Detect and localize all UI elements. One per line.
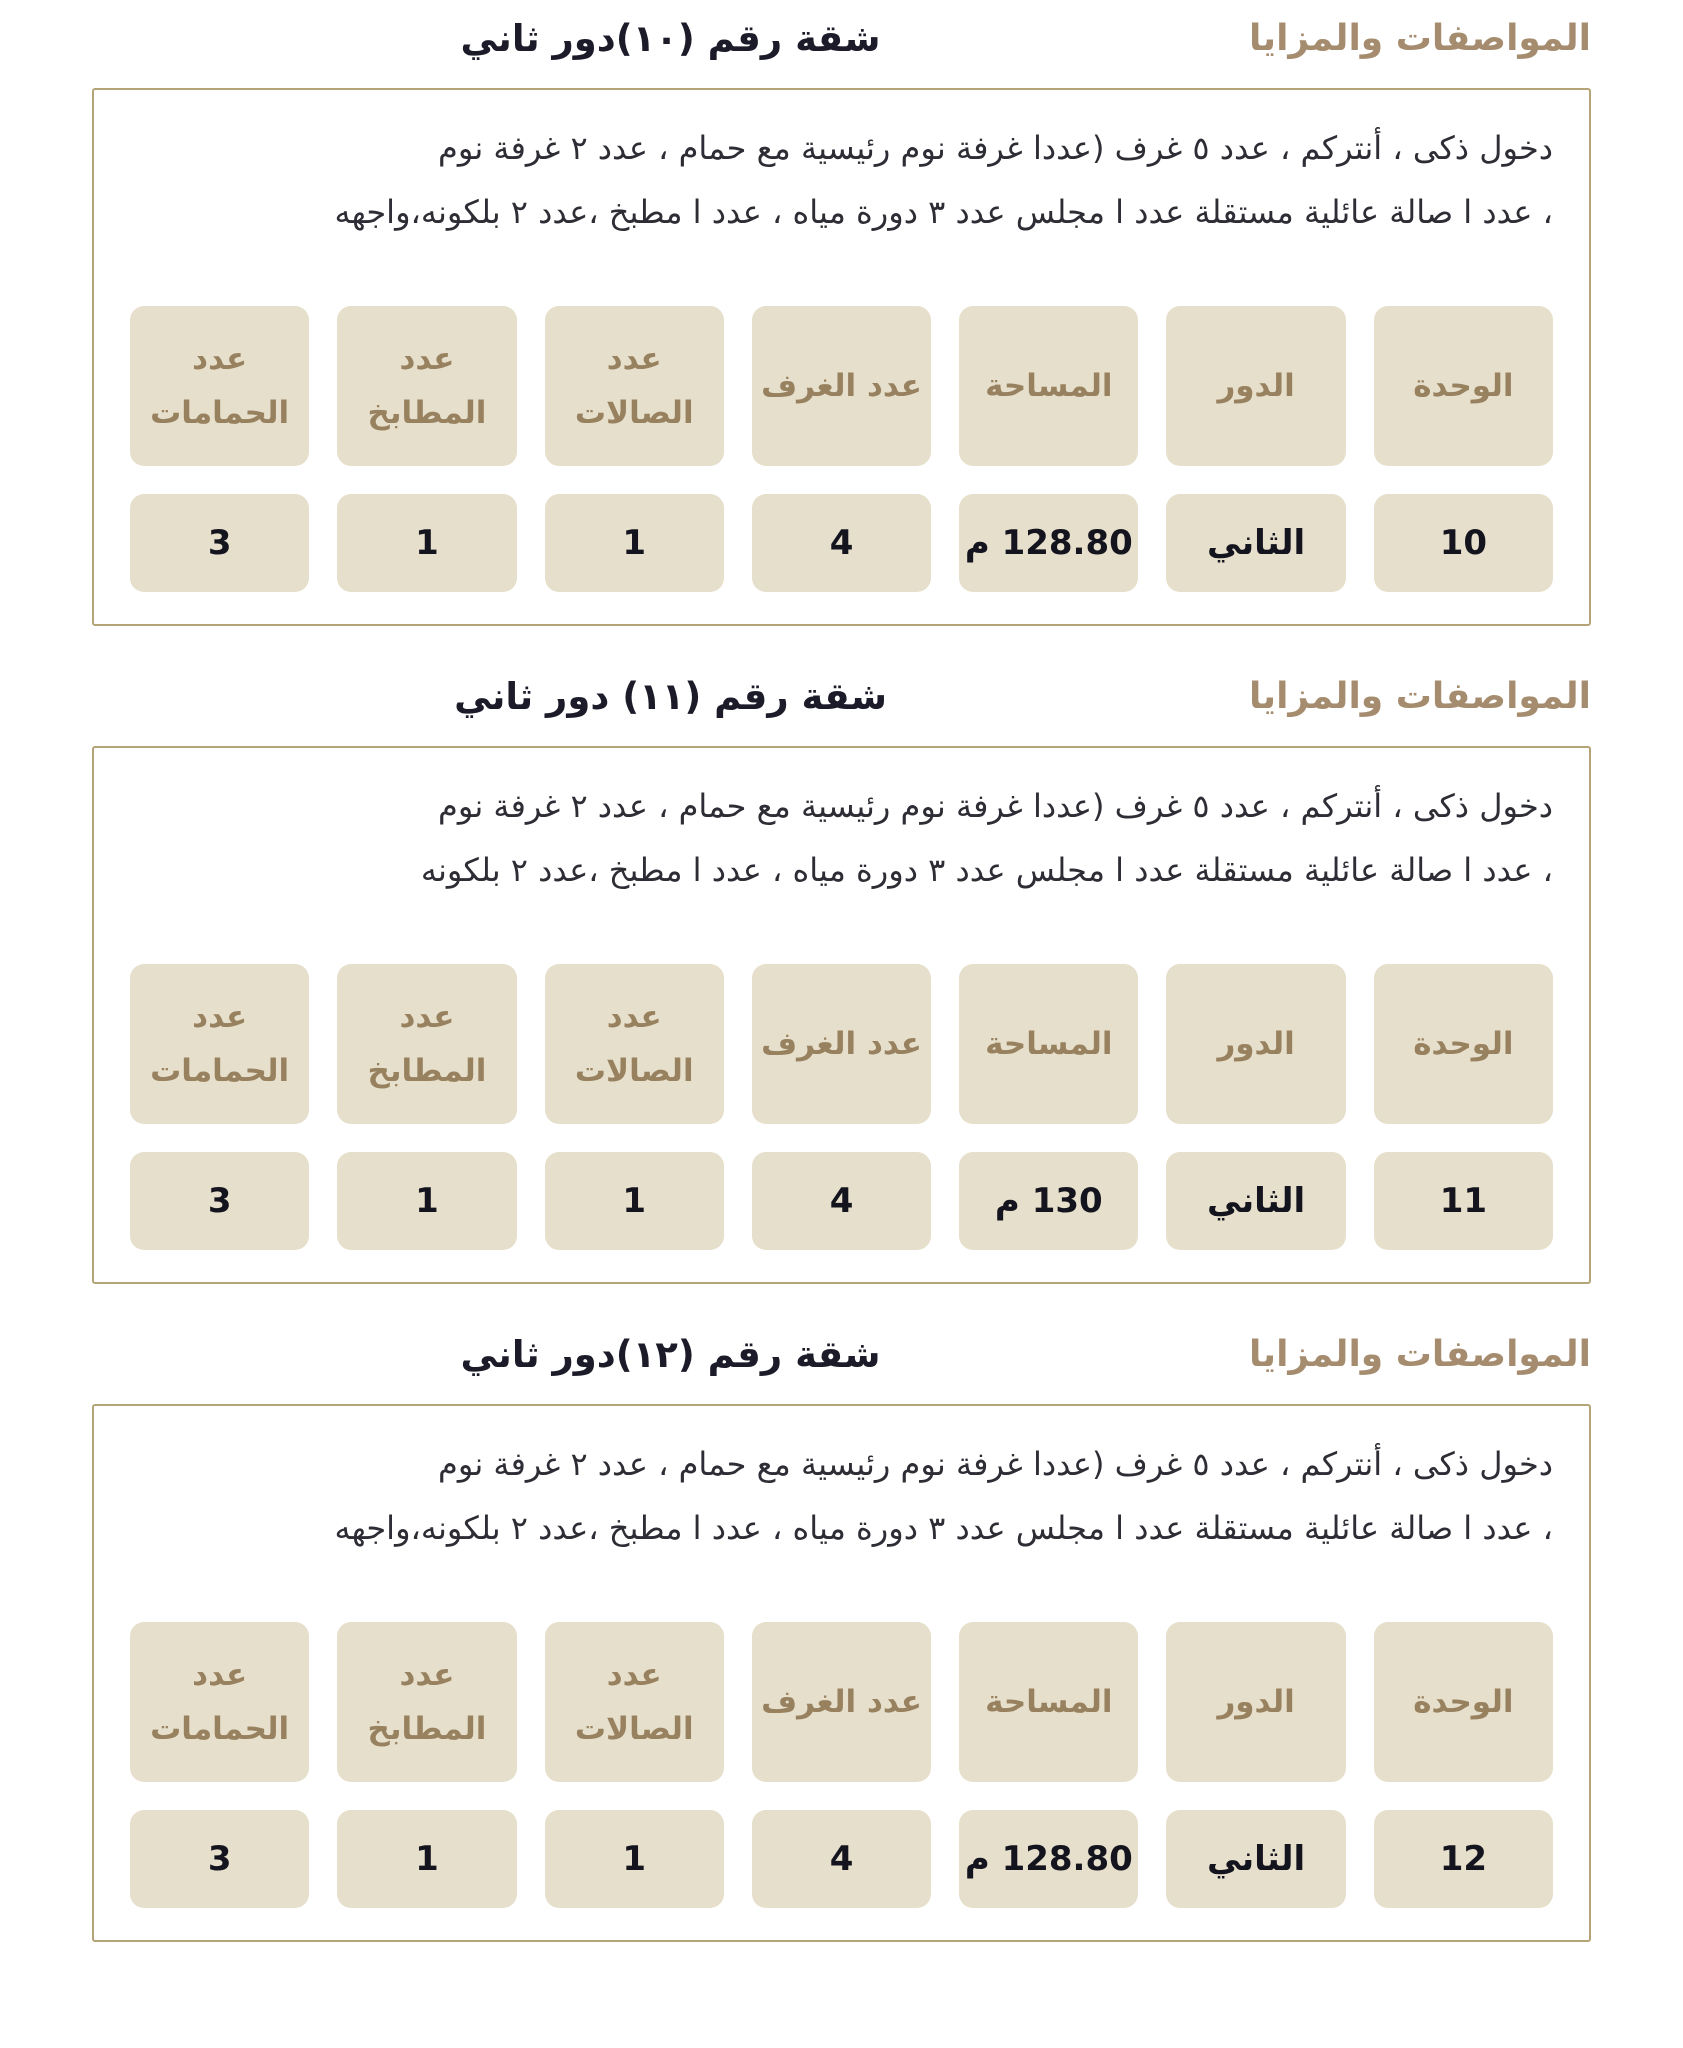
apartment-title: شقة رقم (١١) دور ثاني <box>454 674 887 718</box>
col-header-bathrooms-count: عدد الحمامات <box>130 964 309 1124</box>
column-bathrooms-count <box>130 1622 309 1908</box>
col-value-floor: الثاني <box>1166 1152 1345 1250</box>
specs-badge: المواصفات والمزايا <box>1249 675 1591 717</box>
column-kitchens-count <box>337 964 516 1250</box>
col-value-bathrooms-count: 3 <box>130 1810 309 1908</box>
description-line-2: ، عدد ا صالة عائلية مستقلة عدد ا مجلس عدد ٣ دورة مياه ، عدد ا مطبخ ،عدد ٢ بلكونه،واجهه <box>334 1509 1553 1547</box>
column-unit <box>1374 1622 1553 1908</box>
col-value-halls-count: 1 <box>545 1810 724 1908</box>
col-header-area: المساحة <box>959 1622 1138 1782</box>
col-value-rooms-count: 4 <box>752 494 931 592</box>
col-value-bathrooms-count: 3 <box>130 1152 309 1250</box>
apartment-section-11 <box>92 670 1591 1284</box>
column-unit <box>1374 306 1553 592</box>
column-area <box>959 1622 1138 1908</box>
column-halls-count <box>545 306 724 592</box>
col-header-rooms-count: عدد الغرف <box>752 306 931 466</box>
col-value-unit: 10 <box>1374 494 1553 592</box>
column-halls-count <box>545 964 724 1250</box>
spec-box <box>92 88 1591 626</box>
col-value-halls-count: 1 <box>545 1152 724 1250</box>
col-header-kitchens-count: عدد المطابخ <box>337 306 516 466</box>
col-value-kitchens-count: 1 <box>337 1152 516 1250</box>
title-wrap <box>92 675 1249 718</box>
col-value-rooms-count: 4 <box>752 1810 931 1908</box>
col-header-rooms-count: عدد الغرف <box>752 1622 931 1782</box>
column-bathrooms-count <box>130 964 309 1250</box>
col-value-unit: 11 <box>1374 1152 1553 1250</box>
col-header-unit: الوحدة <box>1374 964 1553 1124</box>
specs-table <box>130 1622 1553 1908</box>
col-value-halls-count: 1 <box>545 494 724 592</box>
column-rooms-count <box>752 1622 931 1908</box>
column-halls-count <box>545 1622 724 1908</box>
specs-badge: المواصفات والمزايا <box>1249 17 1591 59</box>
col-header-halls-count: عدد الصالات <box>545 1622 724 1782</box>
apartment-description <box>130 774 1553 902</box>
col-value-floor: الثاني <box>1166 494 1345 592</box>
col-header-unit: الوحدة <box>1374 1622 1553 1782</box>
apartment-description <box>130 1432 1553 1560</box>
col-header-area: المساحة <box>959 306 1138 466</box>
description-line-1: دخول ذكى ، أنتركم ، عدد ٥ غرف (عددا غرفة نوم رئيسية مع حمام ، عدد ٢ غرفة نوم <box>438 787 1553 825</box>
column-unit <box>1374 964 1553 1250</box>
specs-table <box>130 964 1553 1250</box>
apartment-description <box>130 116 1553 244</box>
column-area <box>959 306 1138 592</box>
description-line-1: دخول ذكى ، أنتركم ، عدد ٥ غرف (عددا غرفة نوم رئيسية مع حمام ، عدد ٢ غرفة نوم <box>438 129 1553 167</box>
col-value-rooms-count: 4 <box>752 1152 931 1250</box>
description-line-2: ، عدد ا صالة عائلية مستقلة عدد ا مجلس عدد ٣ دورة مياه ، عدد ا مطبخ ،عدد ٢ بلكونه <box>420 851 1553 889</box>
col-value-area: 128.80 م <box>959 494 1138 592</box>
col-header-unit: الوحدة <box>1374 306 1553 466</box>
column-kitchens-count <box>337 306 516 592</box>
col-value-kitchens-count: 1 <box>337 1810 516 1908</box>
spec-box <box>92 746 1591 1284</box>
column-rooms-count <box>752 964 931 1250</box>
col-header-floor: الدور <box>1166 1622 1345 1782</box>
col-header-area: المساحة <box>959 964 1138 1124</box>
title-wrap <box>92 17 1249 60</box>
col-value-bathrooms-count: 3 <box>130 494 309 592</box>
column-area <box>959 964 1138 1250</box>
col-value-area: 128.80 م <box>959 1810 1138 1908</box>
specs-badge: المواصفات والمزايا <box>1249 1333 1591 1375</box>
section-header <box>92 670 1591 722</box>
col-value-unit: 12 <box>1374 1810 1553 1908</box>
column-floor <box>1166 964 1345 1250</box>
section-header <box>92 12 1591 64</box>
description-line-1: دخول ذكى ، أنتركم ، عدد ٥ غرف (عددا غرفة نوم رئيسية مع حمام ، عدد ٢ غرفة نوم <box>438 1445 1553 1483</box>
col-header-bathrooms-count: عدد الحمامات <box>130 1622 309 1782</box>
apartment-title: شقة رقم (١٢)دور ثاني <box>460 1332 881 1376</box>
col-header-rooms-count: عدد الغرف <box>752 964 931 1124</box>
col-header-kitchens-count: عدد المطابخ <box>337 964 516 1124</box>
column-kitchens-count <box>337 1622 516 1908</box>
column-bathrooms-count <box>130 306 309 592</box>
col-header-floor: الدور <box>1166 964 1345 1124</box>
col-header-bathrooms-count: عدد الحمامات <box>130 306 309 466</box>
column-rooms-count <box>752 306 931 592</box>
section-header <box>92 1328 1591 1380</box>
description-line-2: ، عدد ا صالة عائلية مستقلة عدد ا مجلس عدد ٣ دورة مياه ، عدد ا مطبخ ،عدد ٢ بلكونه،واجهه <box>334 193 1553 231</box>
col-header-halls-count: عدد الصالات <box>545 306 724 466</box>
col-value-floor: الثاني <box>1166 1810 1345 1908</box>
apartment-section-12 <box>92 1328 1591 1942</box>
apartment-section-10 <box>92 12 1591 626</box>
specs-table <box>130 306 1553 592</box>
col-value-area: 130 م <box>959 1152 1138 1250</box>
apartment-title: شقة رقم (١٠)دور ثاني <box>460 16 881 60</box>
col-header-kitchens-count: عدد المطابخ <box>337 1622 516 1782</box>
title-wrap <box>92 1333 1249 1376</box>
col-header-floor: الدور <box>1166 306 1345 466</box>
column-floor <box>1166 1622 1345 1908</box>
col-header-halls-count: عدد الصالات <box>545 964 724 1124</box>
spec-box <box>92 1404 1591 1942</box>
column-floor <box>1166 306 1345 592</box>
col-value-kitchens-count: 1 <box>337 494 516 592</box>
